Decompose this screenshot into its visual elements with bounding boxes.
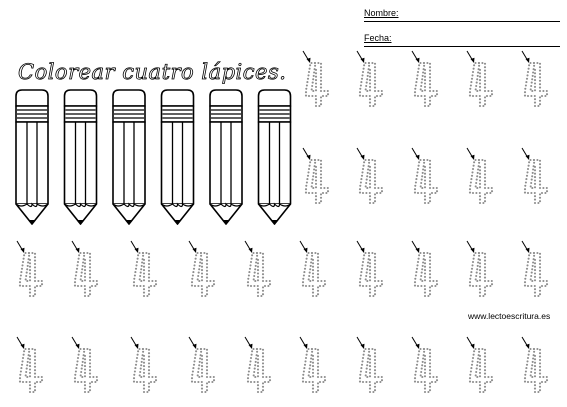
traceable-digit-10: [522, 148, 548, 204]
traceable-digit-25: [245, 337, 271, 393]
traceable-digit-24: [189, 337, 215, 393]
traceable-digit-17: [357, 241, 383, 297]
traceable-digit-26: [300, 337, 326, 393]
traceable-digit-5: [522, 51, 548, 107]
traceable-digit-4: [467, 51, 493, 107]
traceable-digit-15: [245, 241, 271, 297]
traceable-digit-9: [467, 148, 493, 204]
traceable-digit-3: [412, 51, 438, 107]
traceable-digit-19: [467, 241, 493, 297]
traceable-digit-16: [300, 241, 326, 297]
traceable-digit-28: [412, 337, 438, 393]
traceable-digit-1: [303, 51, 329, 107]
traceable-digit-13: [131, 241, 157, 297]
traceable-digit-27: [357, 337, 383, 393]
traceable-digit-11: [17, 241, 43, 297]
name-label: Nombre:: [364, 8, 399, 18]
traceable-digit-14: [189, 241, 215, 297]
traceable-digit-21: [17, 337, 43, 393]
traceable-digit-18: [412, 241, 438, 297]
traceable-digit-12: [72, 241, 98, 297]
website-watermark: www.lectoescritura.es: [468, 311, 551, 321]
traceable-digit-23: [131, 337, 157, 393]
traceable-digit-20: [522, 241, 548, 297]
traceable-digit-8: [412, 148, 438, 204]
traceable-digit-22: [72, 337, 98, 393]
date-label: Fecha:: [364, 33, 392, 43]
instruction-title: Colorear cuatro lápices.: [18, 60, 287, 84]
traceable-digit-2: [357, 51, 383, 107]
traceable-digit-29: [467, 337, 493, 393]
traceable-digit-7: [357, 148, 383, 204]
traceable-digit-30: [522, 337, 548, 393]
traceable-digit-6: [303, 148, 329, 204]
